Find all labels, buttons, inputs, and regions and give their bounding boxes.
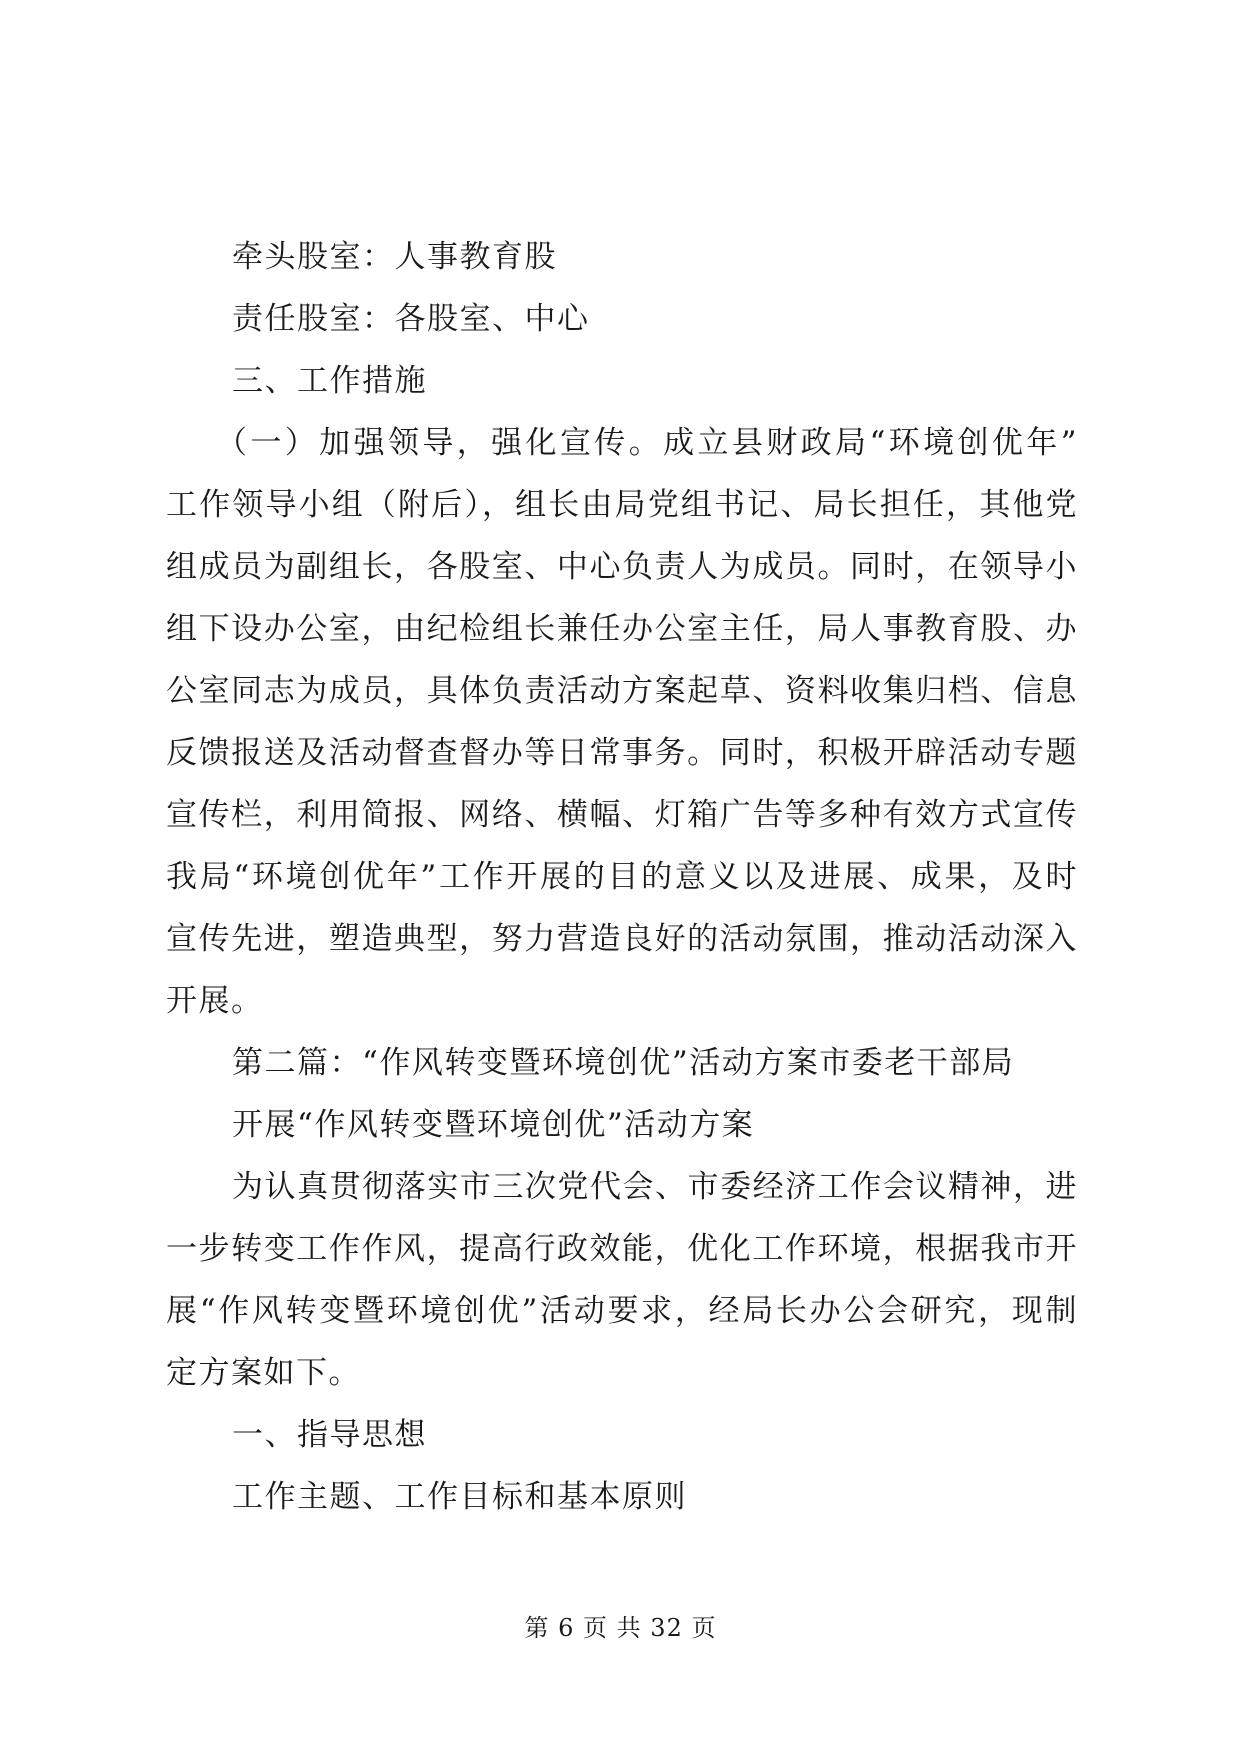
text-line: 我局“环境创优年”工作开展的目的意义以及进展、成果，及时 <box>166 859 1078 895</box>
text-line: 展“作风转变暨环境创优”活动要求，经局长办公会研究，现制 <box>166 1293 1078 1329</box>
page-footer: 第 6 页 共 32 页 <box>524 1614 717 1642</box>
document-body <box>166 226 1078 1528</box>
text-line: 反馈报送及活动督查督办等日常事务。同时，积极开辟活动专题 <box>166 735 1078 771</box>
text-line: （一）加强领导，强化宣传。成立县财政局“环境创优年” <box>216 425 1078 461</box>
text-line: 为认真贯彻落实市三次党代会、市委经济工作会议精神，进 <box>232 1169 1078 1205</box>
text-line: 牵头股室：人事教育股 <box>232 239 557 275</box>
text-line: 一步转变工作作风，提高行政效能，优化工作环境，根据我市开 <box>166 1231 1078 1267</box>
text-line: 组下设办公室，由纪检组长兼任办公室主任，局人事教育股、办 <box>166 611 1078 647</box>
text-line: 一、指导思想 <box>232 1417 427 1453</box>
text-line: 公室同志为成员，具体负责活动方案起草、资料收集归档、信息 <box>166 673 1078 709</box>
text-line: 宣传栏，利用简报、网络、横幅、灯箱广告等多种有效方式宣传 <box>166 797 1078 833</box>
text-line: 宣传先进，塑造典型，努力营造良好的活动氛围，推动活动深入 <box>166 921 1078 957</box>
text-line: 开展“作风转变暨环境创优”活动方案 <box>232 1107 755 1143</box>
text-line: 组成员为副组长，各股室、中心负责人为成员。同时，在领导小 <box>166 549 1078 585</box>
text-line: 工作主题、工作目标和基本原则 <box>232 1479 687 1515</box>
text-line: 开展。 <box>166 983 264 1019</box>
text-line: 三、工作措施 <box>232 363 427 399</box>
text-line: 定方案如下。 <box>166 1355 361 1391</box>
text-line: 责任股室：各股室、中心 <box>232 301 590 337</box>
text-line: 工作领导小组（附后），组长由局党组书记、局长担任，其他党 <box>166 487 1078 523</box>
text-line: 第二篇：“作风转变暨环境创优”活动方案市委老干部局 <box>232 1045 1015 1081</box>
